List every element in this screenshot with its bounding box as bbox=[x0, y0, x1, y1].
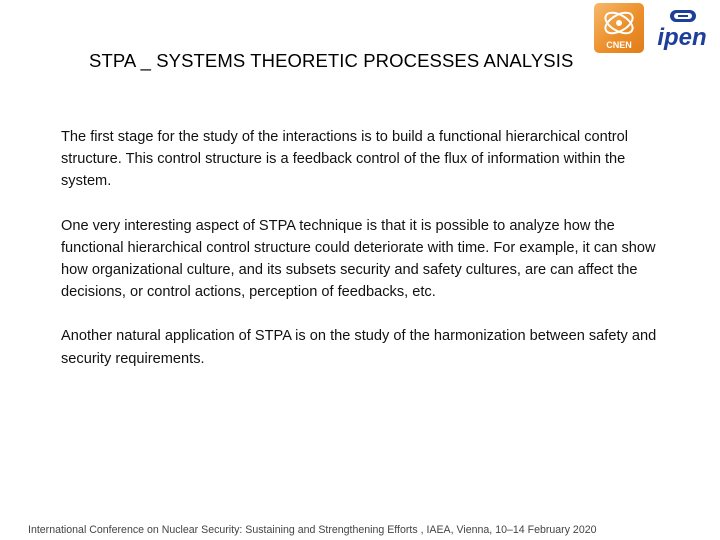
ipen-logo bbox=[646, 3, 718, 53]
cnen-logo bbox=[594, 3, 644, 53]
cnen-logo-text: CNEN bbox=[606, 40, 632, 50]
footer-text: International Conference on Nuclear Security: Sustaining and Strengthening Efforts , IAEA, Vienna, 10–14 February 2020 bbox=[28, 524, 597, 536]
ipen-emblem-icon bbox=[646, 3, 718, 53]
cnen-emblem-icon bbox=[594, 3, 644, 53]
body-text bbox=[61, 126, 673, 392]
ipen-logo-text: ipen bbox=[657, 24, 707, 51]
paragraph-1: The first stage for the study of the interactions is to build a functional hierarchical control structure. This control structure is a feedback control of the flux of information within the system. bbox=[61, 129, 629, 190]
paragraph-2: One very interesting aspect of STPA technique is that it is possible to analyze how the functional hierarchical control structure could deteriorate with time. For example, it can show how organizational culture, and its subsets security and safety cultures, are can affect the decisions, or control actions, perception of feedbacks, etc. bbox=[61, 217, 656, 301]
logo-group bbox=[594, 3, 718, 53]
slide-title: STPA _ SYSTEMS THEORETIC PROCESSES ANALYSIS bbox=[89, 50, 574, 71]
paragraph-3: Another natural application of STPA is on the study of the harmonization between safety and security requirements. bbox=[61, 328, 657, 367]
